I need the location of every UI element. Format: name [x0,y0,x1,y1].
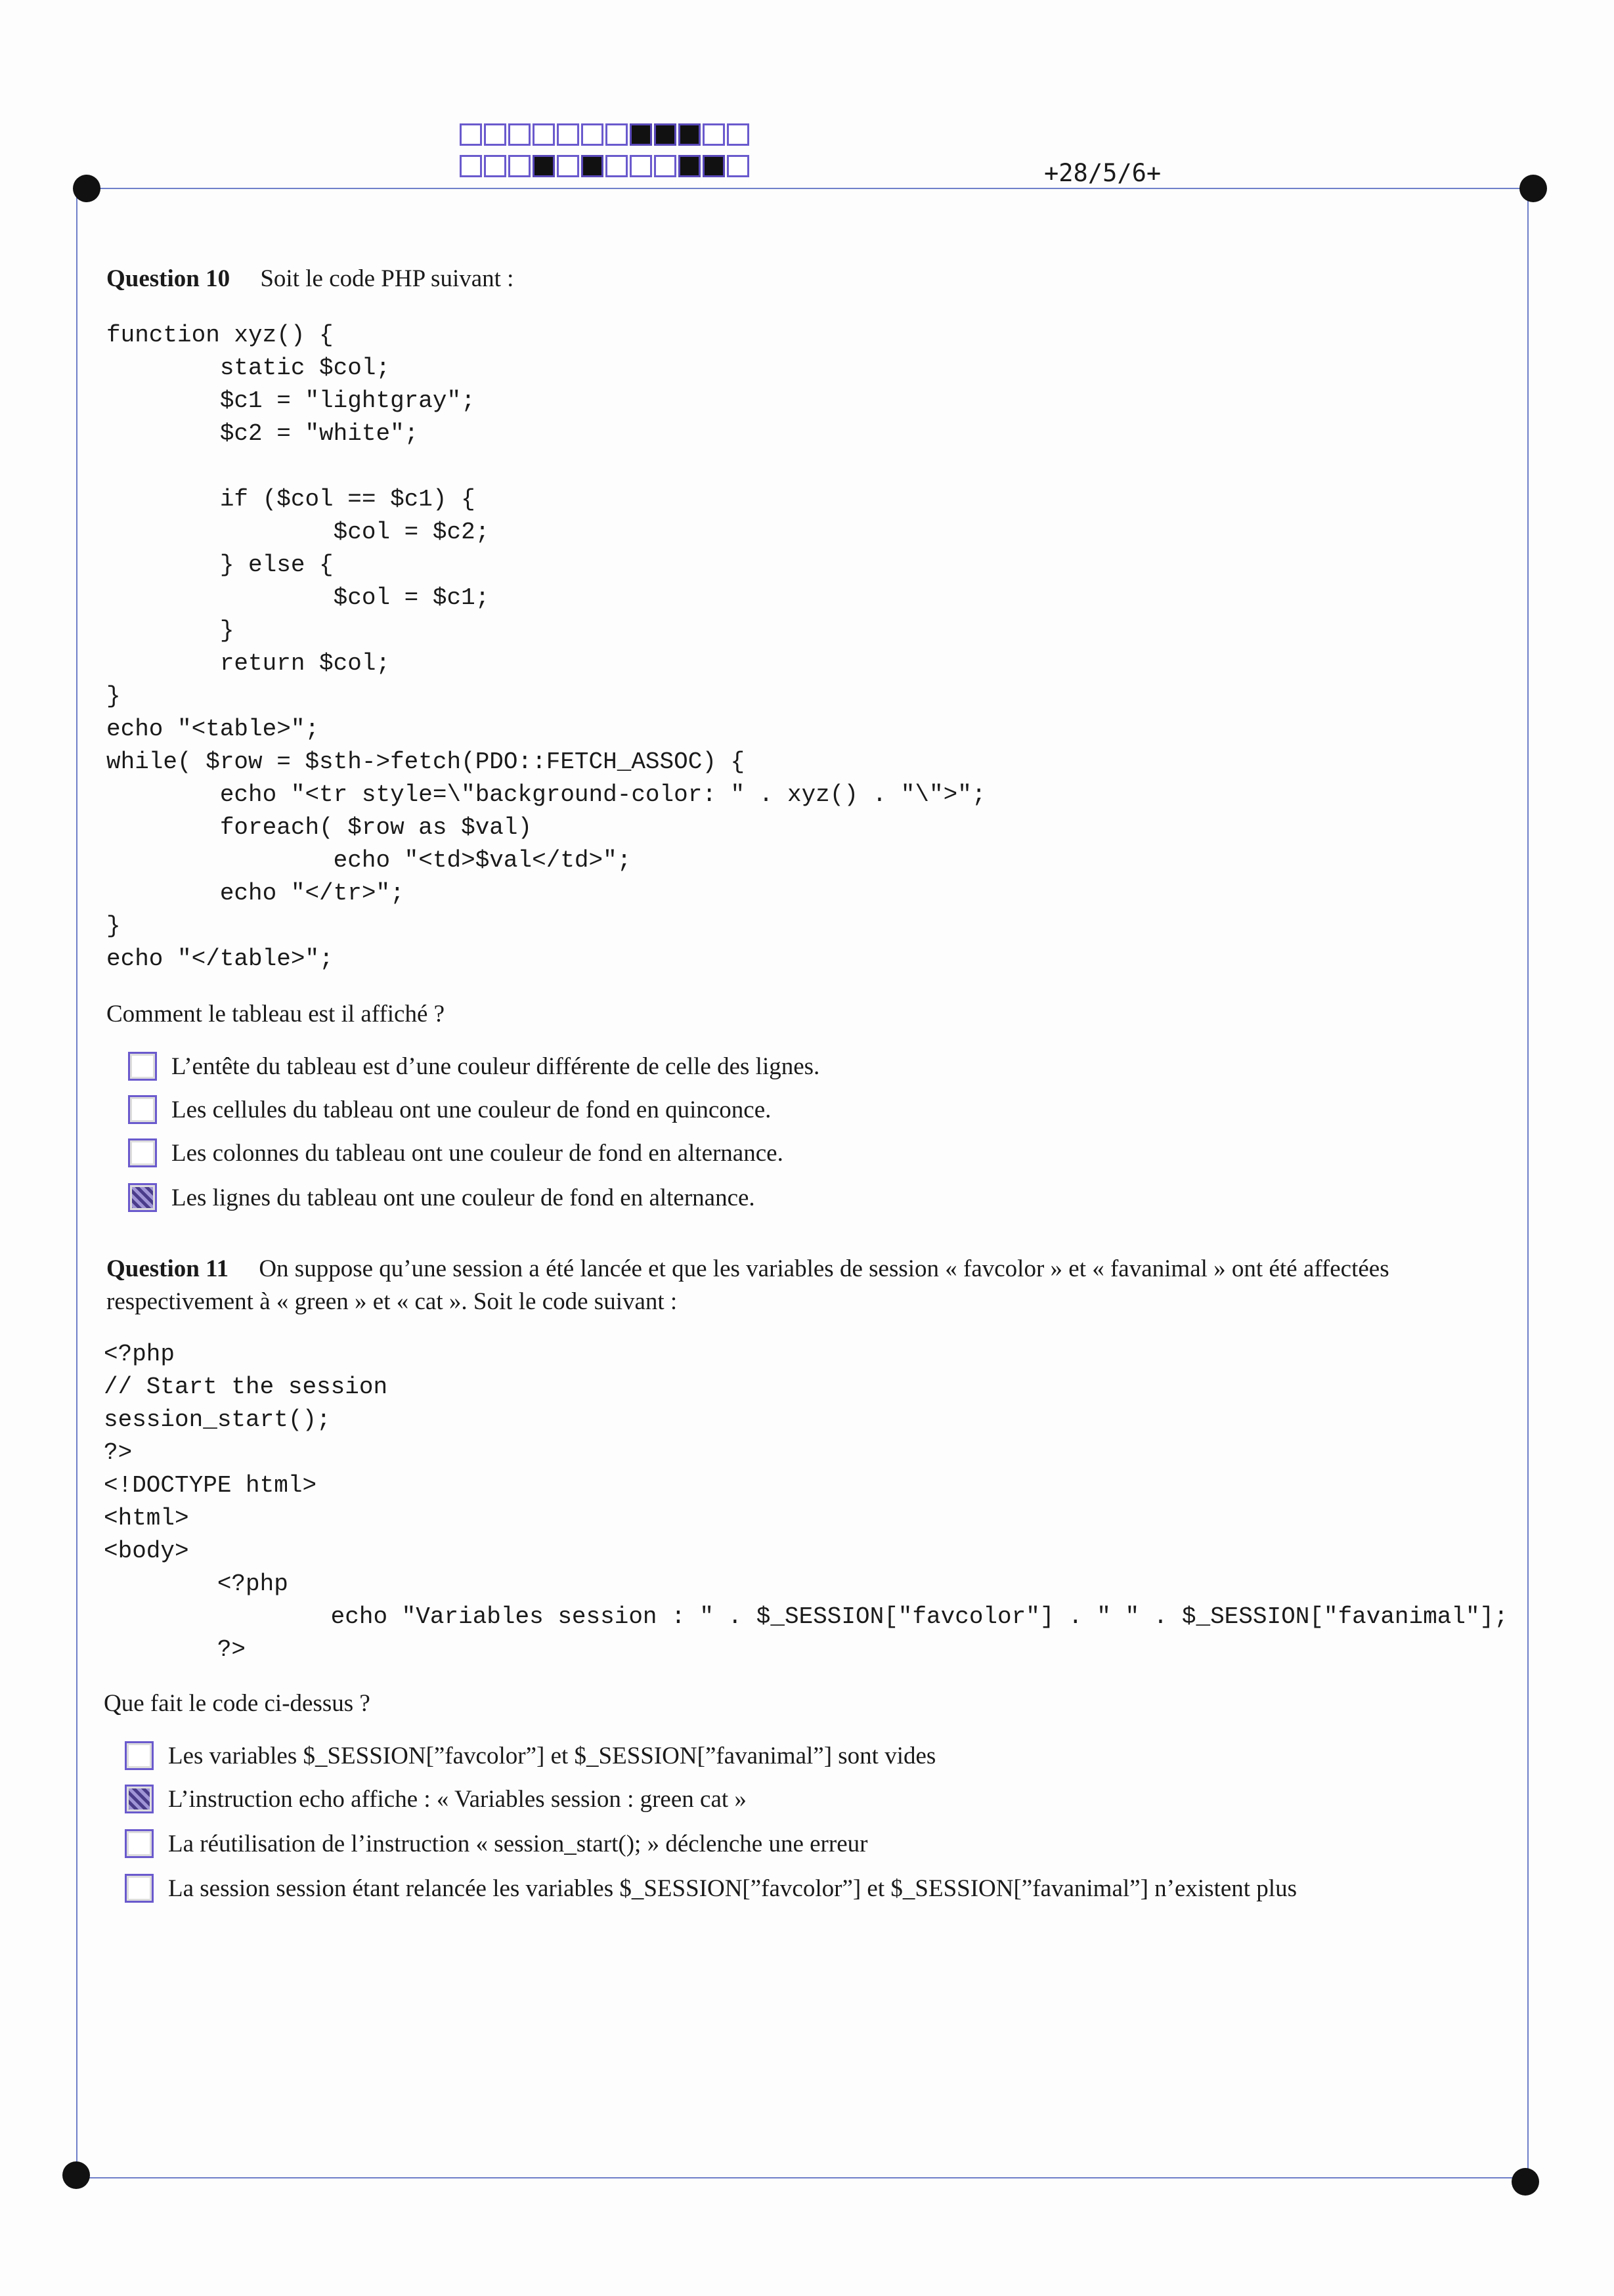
id-box [581,155,603,177]
question-10-code: function xyz() { static $col; $c1 = "lightgray"; $c2 = "white"; if ($col == $c1) { $col = $c2; } else { $col = $c1; } return $col; } echo "<table>"; while( $row = $sth->fetch(PDO::FETCH_ASSOC) { echo "<tr style=\"background-color: " . xyz() . "\">"; foreach( $row as $val) echo "<td>$val</td>"; echo "</tr>"; } echo "</table>"; [106,322,986,972]
q10-answer-4[interactable] [128,1183,755,1212]
id-box [508,123,531,146]
q11-answer-1-text: Les variables $_SESSION[”favcolor”] et $_SESSION[”favanimal”] sont vides [168,1742,936,1769]
registration-mark-top-right [1519,175,1547,202]
question-11-text: On suppose qu’une session a été lancée et que les variables de session « favcolor » et « favanimal » ont été affectées respectivement à « green » et « cat ». Soit le code suivant : [106,1255,1389,1315]
question-11 [106,1253,1505,1318]
q11-answer-3-text: La réutilisation de l’instruction « session_start(); » déclenche une erreur [168,1830,868,1857]
registration-mark-bottom-right [1512,2168,1539,2196]
q10-checkbox-4[interactable] [128,1183,157,1212]
q10-checkbox-1[interactable] [128,1052,157,1081]
id-box [678,155,701,177]
id-box [630,123,652,146]
id-box [581,123,603,146]
question-11-label: Question 11 [106,1255,229,1282]
q11-checkbox-1[interactable] [125,1741,154,1770]
id-box [557,123,579,146]
id-box [654,123,676,146]
question-10-prompt: Comment le tableau est il affiché ? [106,1001,445,1028]
id-box [630,155,652,177]
q11-answer-4-text: La session session étant relancée les variables $_SESSION[”favcolor”] et $_SESSION[”favanimal”] n’existent plus [168,1874,1297,1902]
id-box [703,123,725,146]
id-box [678,123,701,146]
q11-checkbox-2[interactable] [125,1785,154,1813]
id-box [533,123,555,146]
id-box [605,155,628,177]
q11-checkbox-4[interactable] [125,1874,154,1903]
id-box [484,155,506,177]
id-box [605,123,628,146]
q11-answer-2[interactable] [125,1785,747,1813]
q10-answer-3[interactable] [128,1138,783,1167]
question-10-text: Soit le code PHP suivant : [260,265,514,292]
registration-mark-bottom-left [62,2161,90,2189]
id-boxes [460,123,751,186]
question-11-code: <?php // Start the session session_start(); ?> <!DOCTYPE html> <html> <body> <?php echo "Variables session : " . $_SESSION["favcolor"] . " " . $_SESSION["favanimal"]; ?> [104,1341,1508,1663]
id-box [727,155,749,177]
q11-checkbox-3[interactable] [125,1829,154,1858]
question-11-prompt: Que fait le code ci-dessus ? [104,1690,370,1717]
id-box [654,155,676,177]
id-box [508,155,531,177]
q10-answer-2-text: Les cellules du tableau ont une couleur de fond en quinconce. [171,1096,772,1123]
registration-mark-top-left [73,175,100,202]
q10-answer-1-text: L’entête du tableau est d’une couleur différente de celle des lignes. [171,1052,820,1080]
q10-checkbox-3[interactable] [128,1138,157,1167]
question-10-label: Question 10 [106,265,230,292]
id-box [727,123,749,146]
id-box [484,123,506,146]
id-row-2 [460,155,751,181]
id-box [460,155,482,177]
q10-checkbox-2[interactable] [128,1095,157,1124]
id-box [703,155,725,177]
q10-answer-2[interactable] [128,1095,771,1124]
id-row-1 [460,123,751,150]
id-box [460,123,482,146]
q11-answer-2-text: L’instruction echo affiche : « Variables session : green cat » [168,1785,747,1813]
q11-answer-4[interactable] [125,1874,1297,1903]
q10-answer-4-text: Les lignes du tableau ont une couleur de fond en alternance. [171,1184,755,1211]
id-box [533,155,555,177]
q11-answer-1[interactable] [125,1741,936,1770]
question-10 [106,263,513,295]
q10-answer-1[interactable] [128,1052,819,1081]
q11-answer-3[interactable] [125,1829,867,1858]
q10-answer-3-text: Les colonnes du tableau ont une couleur de fond en alternance. [171,1139,783,1167]
id-box [557,155,579,177]
page-id: +28/5/6+ [1044,159,1162,187]
